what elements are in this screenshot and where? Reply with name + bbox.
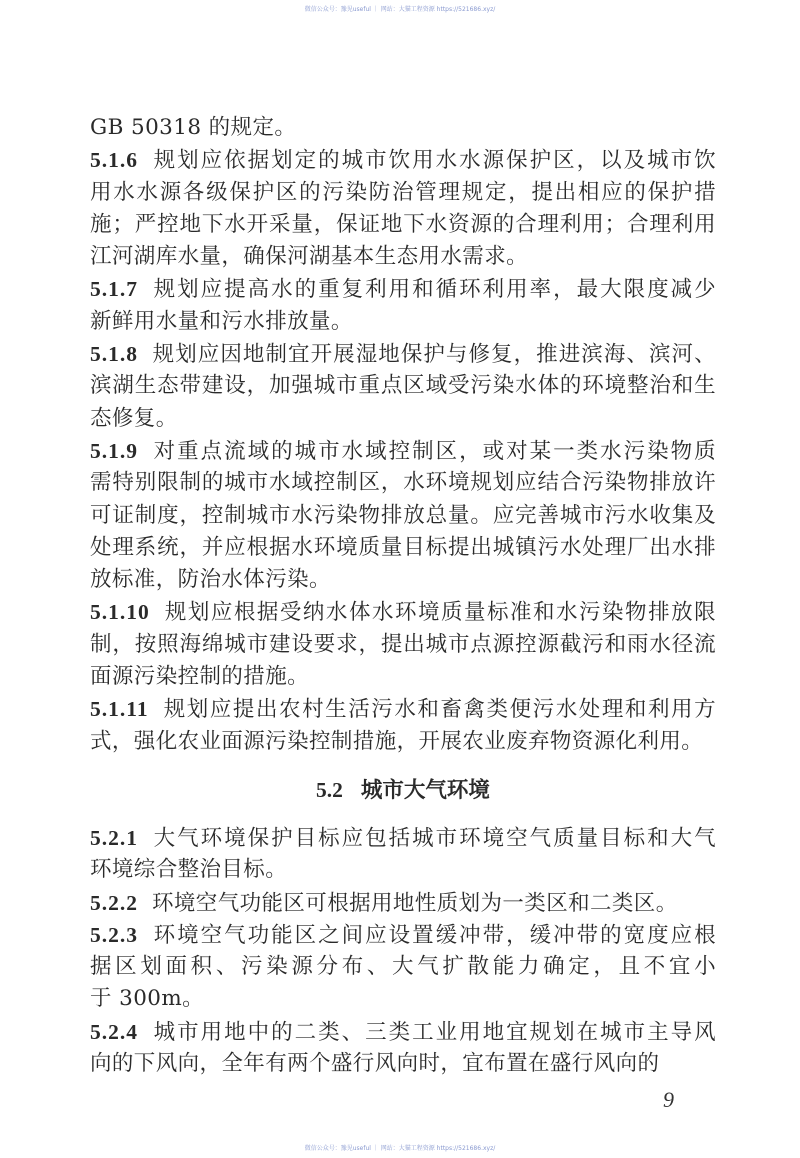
clause-paragraph xyxy=(90,887,716,919)
clause-paragraph xyxy=(90,435,716,596)
line-text: 施；严控地下水开采量，保证地下水资源的合理利用；合理利用 xyxy=(90,211,716,237)
clause-number: 5.1.11 xyxy=(90,697,149,722)
text-line xyxy=(90,726,716,758)
line-text: 向的下风向，全年有两个盛行风向时，宜布置在盛行风向的 xyxy=(90,1051,660,1077)
line-text: 规划应依据划定的城市饮用水水源保护区，以及城市饮 xyxy=(152,148,716,174)
line-text: 江河湖库水量，确保河湖基本生态用水需求。 xyxy=(90,244,529,270)
line-text: 处理系统，并应根据水环境质量目标提出城镇污水处理厂出水排 xyxy=(90,534,716,560)
text-line xyxy=(90,661,716,693)
text-line xyxy=(90,177,716,209)
clause-paragraph xyxy=(90,112,716,144)
text-line xyxy=(90,854,716,886)
line-text: 态修复。 xyxy=(90,405,178,431)
line-text: 城市用地中的二类、三类工业用地宜规划在城市主导风 xyxy=(152,1019,716,1045)
line-text: 需特别限制的城市水域控制区，水环境规划应结合污染物排放许 xyxy=(90,470,716,496)
text-line xyxy=(90,693,716,725)
clause-paragraph xyxy=(90,1016,716,1081)
line-text: 放标准，防治水体污染。 xyxy=(90,567,331,593)
clause-paragraph xyxy=(90,919,716,1016)
line-text: 用水水源各级保护区的污染防治管理规定，提出相应的保护措 xyxy=(90,179,716,205)
text-line xyxy=(90,1048,716,1080)
line-text: 可证制度，控制城市水污染物排放总量。应完善城市污水收集及 xyxy=(90,502,716,528)
clause-paragraph xyxy=(90,338,716,435)
clause-paragraph xyxy=(90,273,716,338)
line-text: 规划应提高水的重复利用和循环利用率，最大限度减少 xyxy=(152,277,716,303)
clause-number: 5.1.6 xyxy=(90,148,138,173)
watermark-top: 微信公众号：豫见useful ｜ 网站：大猫工程资源 https://521686.xyz/ xyxy=(304,6,496,13)
line-text: 面源污染控制的措施。 xyxy=(90,664,310,690)
clause-paragraph xyxy=(90,693,716,758)
clause-number: 5.1.7 xyxy=(90,277,138,302)
clause-paragraph xyxy=(90,144,716,273)
text-line xyxy=(90,209,716,241)
line-text: 制，按照海绵城市建设要求，提出城市点源控源截污和雨水径流 xyxy=(90,631,716,657)
line-text: GB 50318 的规定。 xyxy=(90,115,297,140)
clause-number: 5.2.1 xyxy=(90,825,138,850)
line-text: 环境空气功能区之间应设置缓冲带，缓冲带的宽度应根 xyxy=(152,922,716,948)
text-line xyxy=(90,532,716,564)
text-line xyxy=(90,919,716,951)
text-line xyxy=(90,403,716,435)
text-line xyxy=(90,500,716,532)
clause-number: 5.1.8 xyxy=(90,342,138,367)
line-text: 新鲜用水量和污水排放量。 xyxy=(90,308,353,334)
text-line xyxy=(90,1016,716,1048)
line-text: 规划应提出农村生活污水和畜禽类便污水处理和利用方 xyxy=(162,697,716,723)
page-content xyxy=(90,112,716,1080)
clause-number: 5.2.2 xyxy=(90,890,138,915)
line-text: 对重点流域的城市水域控制区，或对某一类水污染物质 xyxy=(152,438,716,464)
clause-paragraph xyxy=(90,596,716,693)
section-title: 城市大气环境 xyxy=(360,777,490,803)
line-text: 规划应根据受纳水体水环境质量标准和水污染物排放限 xyxy=(163,600,716,626)
text-line xyxy=(90,596,716,628)
text-line xyxy=(90,370,716,402)
text-line xyxy=(90,338,716,370)
watermark-bottom: 微信公众号：豫见useful ｜ 网站：大猫工程资源 https://521686.xyz/ xyxy=(304,1145,496,1152)
clause-number: 5.1.9 xyxy=(90,438,138,463)
text-line xyxy=(90,112,716,144)
text-line xyxy=(90,273,716,305)
section-number: 5.2 xyxy=(316,777,343,802)
clause-number: 5.2.4 xyxy=(90,1019,138,1044)
clause-number: 5.1.10 xyxy=(90,600,150,625)
clause-number: 5.2.3 xyxy=(90,922,138,947)
line-text: 滨湖生态带建设，加强城市重点区域受污染水体的环境整治和生 xyxy=(90,373,716,399)
text-line xyxy=(90,822,716,854)
text-line xyxy=(90,629,716,661)
text-line xyxy=(90,144,716,176)
line-text: 于 300m。 xyxy=(90,986,205,1012)
line-text: 式，强化农业面源污染控制措施，开展农业废弃物资源化利用。 xyxy=(90,728,704,754)
line-text: 据区划面积、污染源分布、大气扩散能力确定，且不宜小 xyxy=(90,954,716,980)
section-heading xyxy=(90,758,716,822)
text-line xyxy=(90,306,716,338)
text-line xyxy=(90,983,716,1015)
text-line xyxy=(90,241,716,273)
text-line xyxy=(90,887,716,919)
line-text: 环境空气功能区可根据用地性质划为一类区和二类区。 xyxy=(152,890,678,916)
line-text: 规划应因地制宜开展湿地保护与修复，推进滨海、滨河、 xyxy=(152,342,716,368)
text-line xyxy=(90,564,716,596)
text-line xyxy=(90,467,716,499)
clause-paragraph xyxy=(90,822,716,887)
text-line xyxy=(90,951,716,983)
page-number: 9 xyxy=(663,1087,674,1112)
text-line xyxy=(90,435,716,467)
line-text: 环境综合整治目标。 xyxy=(90,857,288,883)
line-text: 大气环境保护目标应包括城市环境空气质量目标和大气 xyxy=(152,825,716,851)
